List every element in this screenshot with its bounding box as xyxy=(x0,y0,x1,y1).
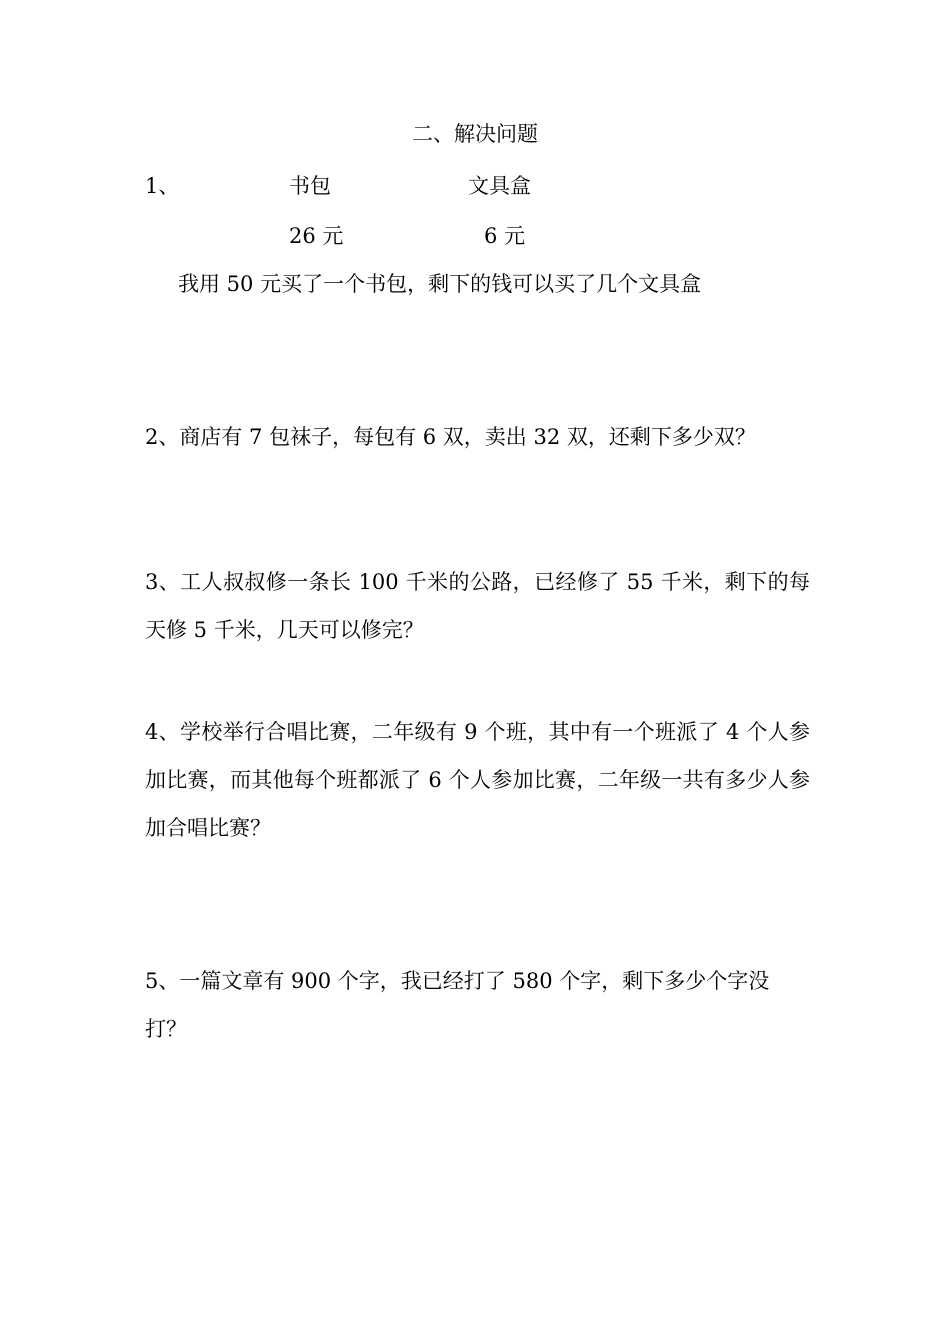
question-1-text: 我用 50 元买了一个书包，剩下的钱可以买了几个文具盒 xyxy=(178,272,702,296)
question-2-text: 2、商店有 7 包袜子，每包有 6 双，卖出 32 双，还剩下多少双？ xyxy=(145,425,756,449)
section-title: 二、解决问题 xyxy=(412,122,538,146)
item-schoolbag-label: 书包 xyxy=(289,174,331,198)
item-pencil-case-price: 6 元 xyxy=(484,224,526,248)
item-schoolbag-price: 26 元 xyxy=(289,224,344,248)
question-1-number: 1、 xyxy=(145,174,180,198)
item-pencil-case-label: 文具盒 xyxy=(468,174,531,198)
question-5-text: 5、一篇文章有 900 个字，我已经打了 580 个字，剩下多少个字没打？ xyxy=(145,969,770,1041)
question-3-text: 3、工人叔叔修一条长 100 千米的公路，已经修了 55 千米，剩下的每天修 5 千米，几天可以修完？ xyxy=(145,570,810,642)
question-4-text: 4、学校举行合唱比赛，二年级有 9 个班，其中有一个班派了 4 个人参加比赛，而其他每个班都派了 6 个人参加比赛，二年级一共有多少人参加合唱比赛？ xyxy=(145,720,810,840)
